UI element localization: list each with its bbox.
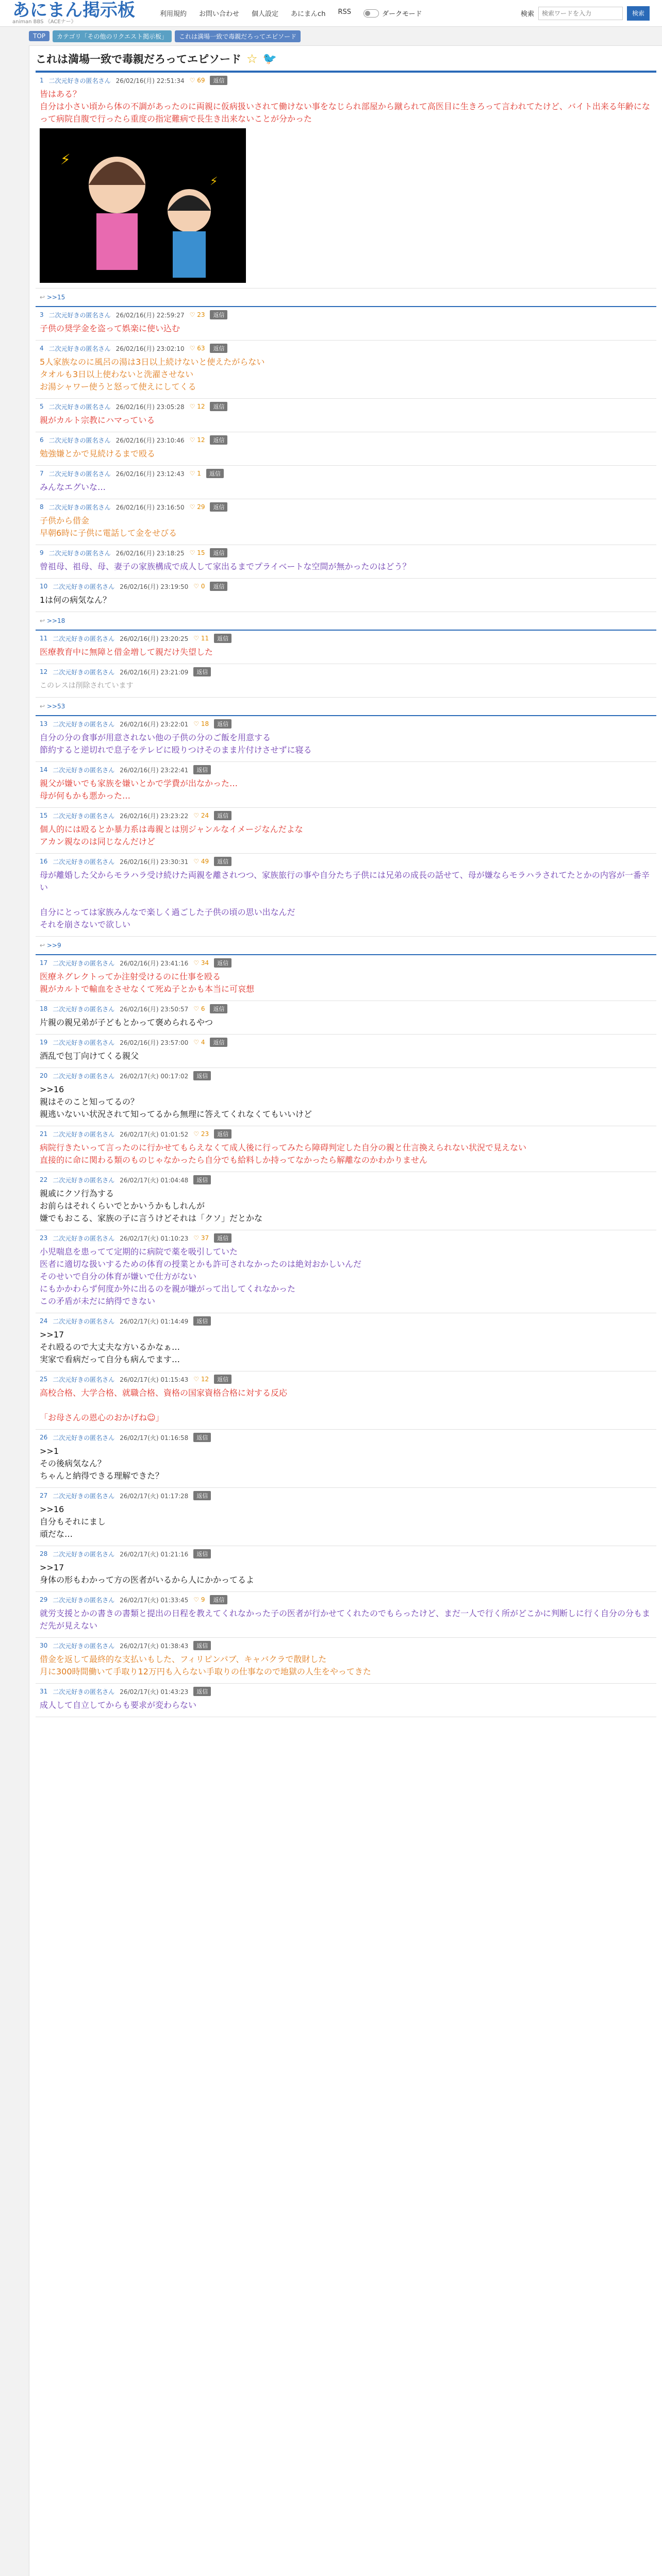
site-header bbox=[0, 0, 662, 27]
nav-terms[interactable]: 利用規約 bbox=[160, 10, 187, 18]
reply-button[interactable]: 返信 bbox=[193, 1687, 211, 1696]
post bbox=[36, 1172, 656, 1230]
post-meta bbox=[40, 344, 652, 353]
post-author: 二次元好きの匿名さん bbox=[48, 549, 111, 557]
good-count[interactable]: ♡ 18 bbox=[193, 720, 209, 727]
logo-text: あにまん掲示板 bbox=[12, 0, 135, 21]
post bbox=[36, 1638, 656, 1684]
post-meta bbox=[40, 1549, 652, 1558]
reply-link[interactable]: ↩ >>18 bbox=[36, 615, 656, 631]
post-date: 26/02/17(火) 00:17:02 bbox=[120, 1072, 189, 1080]
post-author: 二次元好きの匿名さん bbox=[53, 959, 115, 967]
post-number[interactable]: 12 bbox=[40, 668, 48, 675]
post-number[interactable]: 28 bbox=[40, 1550, 48, 1557]
post-meta bbox=[40, 1491, 652, 1500]
post-meta bbox=[40, 958, 652, 968]
good-count[interactable]: ♡ 34 bbox=[193, 959, 209, 967]
post-date: 26/02/16(月) 23:22:41 bbox=[120, 766, 189, 774]
post-meta bbox=[40, 502, 652, 512]
svg-text:⚡: ⚡ bbox=[60, 151, 71, 168]
post-body: 子供から借金 早朝6時に子供に電話して金をせびる bbox=[40, 516, 177, 538]
post-body: 5人家族なのに風呂の湯は3日以上続けないと使えたがらない タオルも3日以上使わないと洗濯させない お湯シャワー使うと怒って使えにしてくる bbox=[40, 357, 265, 392]
reply-button[interactable]: 返信 bbox=[214, 958, 231, 968]
reply-button[interactable]: 返信 bbox=[210, 1038, 227, 1047]
post-date: 26/02/16(月) 23:23:22 bbox=[120, 812, 189, 820]
post bbox=[36, 1592, 656, 1638]
post-meta bbox=[40, 1316, 652, 1326]
reply-link[interactable]: ↩ >>53 bbox=[36, 701, 656, 716]
post-date: 26/02/16(月) 23:10:46 bbox=[115, 436, 185, 444]
thread-container bbox=[29, 45, 662, 2576]
breadcrumb-category[interactable]: カテゴリ「その他のリクエスト掲示板」 bbox=[53, 30, 172, 42]
nav-rss[interactable]: RSS bbox=[338, 8, 351, 16]
reply-button[interactable]: 返信 bbox=[193, 1316, 211, 1326]
reply-button[interactable]: 返信 bbox=[193, 1071, 211, 1080]
post-body: 片親の親兄弟が子どもとかって褒められるやつ bbox=[40, 1018, 213, 1027]
post-author: 二次元好きの匿名さん bbox=[53, 1688, 115, 1696]
post bbox=[36, 432, 656, 466]
post-meta bbox=[40, 1233, 652, 1243]
reply-button[interactable]: 返信 bbox=[214, 811, 231, 820]
reply-button[interactable]: 返信 bbox=[214, 1233, 231, 1243]
post bbox=[36, 664, 656, 698]
reply-button[interactable]: 返信 bbox=[210, 344, 227, 353]
post bbox=[36, 307, 656, 341]
post-author: 二次元好きの匿名さん bbox=[53, 635, 115, 642]
post-author: 二次元好きの匿名さん bbox=[48, 77, 111, 84]
post bbox=[36, 499, 656, 545]
post-meta bbox=[40, 811, 652, 820]
post-number[interactable]: 24 bbox=[40, 1317, 48, 1325]
post-author: 二次元好きの匿名さん bbox=[48, 345, 111, 352]
dark-mode-toggle[interactable] bbox=[363, 8, 422, 18]
post-date: 26/02/17(火) 01:38:43 bbox=[120, 1642, 189, 1650]
post-author: 二次元好きの匿名さん bbox=[53, 1176, 115, 1184]
post-meta bbox=[40, 1038, 652, 1047]
post-date: 26/02/16(月) 23:57:00 bbox=[120, 1039, 189, 1046]
post-body: >>17 身体の形もわかって方の医者がいるから人にかかってるよ bbox=[40, 1563, 255, 1585]
post-meta bbox=[40, 1641, 652, 1650]
post bbox=[36, 854, 656, 937]
post-meta bbox=[40, 719, 652, 728]
post-body: 親がカルト宗教にハマっている bbox=[40, 415, 155, 425]
post-date: 26/02/16(月) 23:20:25 bbox=[120, 635, 189, 642]
post-body: 勉強嫌とかで見続けるまで殴る bbox=[40, 449, 156, 459]
post bbox=[36, 1546, 656, 1592]
post-body: 借金を返して最終的な支払いもした、フィリピンパブ、キャバクラで散財した 月に300時間働いて手取り12万円も入らない手取りの仕事なので地獄の人生をやってきた bbox=[40, 1654, 371, 1676]
post bbox=[36, 1230, 656, 1313]
post-author: 二次元好きの匿名さん bbox=[48, 436, 111, 444]
post-date: 26/02/17(火) 01:15:43 bbox=[120, 1376, 189, 1383]
post bbox=[36, 1035, 656, 1068]
post-body: 病院行きたいって言ったのに行かせてもらえなくて成人後に行ってみたら障碍判定した自分の親と仕言換えられない状況で見えない 直接的に命に関わる類のものじゃなかったら自分でも給料しか持ってなかったら解離なのかわかりません bbox=[40, 1143, 527, 1165]
reply-button[interactable]: 返信 bbox=[193, 1491, 211, 1500]
post-body: 個人的には殴るとか暴力系は毒親とは別ジャンルなイメージなんだよな アカン親なのは同じなんだけど bbox=[40, 824, 303, 846]
post-meta bbox=[40, 402, 652, 411]
post-meta bbox=[40, 469, 652, 478]
post-number[interactable]: 6 bbox=[40, 436, 44, 444]
post-author: 二次元好きの匿名さん bbox=[53, 668, 115, 676]
twitter-share-icon[interactable]: 🐦 bbox=[262, 52, 277, 65]
post-date: 26/02/16(月) 23:12:43 bbox=[115, 470, 185, 478]
post-body: 酒乱で包丁向けてくる親父 bbox=[40, 1051, 139, 1061]
post bbox=[36, 762, 656, 808]
post bbox=[36, 1371, 656, 1430]
post-number[interactable]: 23 bbox=[40, 1234, 48, 1242]
post bbox=[36, 1313, 656, 1371]
post-body: 曾祖母、祖母、母、妻子の家族構成で成人して家出るまでプライベートな空間が無かったのはどう？ bbox=[40, 562, 411, 571]
good-count[interactable]: ♡ 1 bbox=[189, 470, 201, 477]
post-date: 26/02/17(火) 01:14:49 bbox=[120, 1317, 189, 1325]
post bbox=[36, 1488, 656, 1546]
reply-button[interactable]: 返信 bbox=[210, 402, 227, 411]
post-date: 26/02/17(火) 01:01:52 bbox=[120, 1130, 189, 1138]
search-area bbox=[521, 6, 650, 21]
post-date: 26/02/16(月) 22:51:34 bbox=[115, 77, 185, 84]
good-count[interactable]: ♡ 37 bbox=[193, 1234, 209, 1242]
post-number[interactable]: 18 bbox=[40, 1005, 48, 1012]
nav-contact[interactable]: お問い合わせ bbox=[199, 10, 240, 18]
reply-button[interactable]: 返信 bbox=[193, 1549, 211, 1558]
post-date: 26/02/16(月) 23:02:10 bbox=[115, 345, 185, 352]
reply-button[interactable]: 返信 bbox=[193, 667, 211, 676]
post-author: 二次元好きの匿名さん bbox=[53, 858, 115, 866]
post-body: 1は何の病気なん？ bbox=[40, 595, 111, 605]
reply-button[interactable]: 返信 bbox=[210, 548, 227, 557]
reply-button[interactable]: 返信 bbox=[210, 582, 227, 591]
good-count[interactable]: ♡ 49 bbox=[193, 858, 209, 865]
post-number[interactable]: 8 bbox=[40, 503, 44, 511]
post-author: 二次元好きの匿名さん bbox=[53, 1234, 115, 1242]
post-author: 二次元好きの匿名さん bbox=[53, 1039, 115, 1046]
post-meta bbox=[40, 1071, 652, 1080]
post-date: 26/02/17(火) 01:21:16 bbox=[120, 1550, 189, 1558]
post-number[interactable]: 13 bbox=[40, 720, 48, 727]
illustration-angry-parent bbox=[40, 128, 246, 283]
post-meta bbox=[40, 1375, 652, 1384]
post bbox=[36, 1068, 656, 1126]
breadcrumb bbox=[0, 27, 662, 45]
post-number[interactable]: 3 bbox=[40, 311, 44, 318]
reply-button[interactable]: 返信 bbox=[193, 1641, 211, 1650]
post-date: 26/02/17(火) 01:16:58 bbox=[120, 1434, 189, 1442]
good-count[interactable]: ♡ 29 bbox=[189, 503, 205, 511]
post-meta bbox=[40, 1175, 652, 1184]
good-count[interactable]: ♡ 9 bbox=[193, 1596, 205, 1603]
post bbox=[36, 341, 656, 399]
dark-mode-label: ダークモード bbox=[382, 10, 422, 18]
post-date: 26/02/17(火) 01:43:23 bbox=[120, 1688, 189, 1696]
good-count[interactable]: ♡ 24 bbox=[193, 812, 209, 819]
reply-button[interactable]: 返信 bbox=[214, 1129, 231, 1139]
good-count[interactable]: ♡ 15 bbox=[189, 549, 205, 556]
post-number[interactable]: 11 bbox=[40, 635, 48, 642]
post-number[interactable]: 30 bbox=[40, 1642, 48, 1649]
search-input[interactable] bbox=[538, 7, 623, 20]
nav-settings[interactable]: 個人設定 bbox=[252, 10, 279, 18]
post-number[interactable]: 21 bbox=[40, 1130, 48, 1138]
search-label: 検索 bbox=[520, 10, 534, 18]
reply-button[interactable]: 返信 bbox=[214, 1375, 231, 1384]
post-meta bbox=[40, 1595, 652, 1604]
breadcrumb-thread[interactable]: これは満場一致で毒親だろってエピソード bbox=[175, 30, 301, 42]
post-date: 26/02/17(火) 01:17:28 bbox=[120, 1492, 189, 1500]
reply-button[interactable]: 返信 bbox=[210, 435, 227, 445]
post bbox=[36, 545, 656, 579]
good-count[interactable]: ♡ 0 bbox=[193, 583, 205, 590]
post-date: 26/02/17(火) 01:33:45 bbox=[120, 1596, 189, 1604]
post-meta bbox=[40, 1004, 652, 1013]
post-author: 二次元好きの匿名さん bbox=[48, 403, 111, 411]
reply-button[interactable]: 返信 bbox=[193, 1433, 211, 1442]
post-body: 就労支援とかの書きの書類と提出の日程を教えてくれなかった子の医者が行かせてくれたのでもらったけど、まだ一人で行く所がどこかに判断しに行く自分の分もまだ先が見えない bbox=[40, 1608, 651, 1631]
post-body: このレスは削除されています bbox=[40, 682, 134, 690]
post-body: 医療ネグレクトってか注射受けるのに仕事を殴る 親がカルトで輸血をさせなくて死ぬ子とかも本当に可哀想 bbox=[40, 972, 255, 994]
post bbox=[36, 579, 656, 612]
post-body: >>16 親はそのこと知ってるの？ 親逃いないい状況されて知ってるから無理に答えてくれなくてもいいけど bbox=[40, 1084, 312, 1119]
good-count[interactable]: ♡ 11 bbox=[193, 635, 209, 642]
post-body: 小児喘息を患ってて定期的に病院で薬を吸引していた 医者に適切な扱いするための体育の授業とかも許可されなかったのは絶対おかしいんだ そのせいで自分の体育が嫌いで仕方がない にもかかわらず何度か外に出るのを親が嫌がって出してくれなかった この矛盾が未だに納得できない bbox=[40, 1247, 362, 1306]
post-body: >>1 その後病気なん？ ちゃんと納得できる理解できた？ bbox=[40, 1446, 164, 1481]
post-meta bbox=[40, 548, 652, 557]
post-date: 26/02/16(月) 23:21:09 bbox=[120, 668, 189, 676]
post-meta bbox=[40, 435, 652, 445]
post-meta bbox=[40, 310, 652, 319]
post-author: 二次元好きの匿名さん bbox=[48, 470, 111, 478]
reply-button[interactable]: 返信 bbox=[210, 1004, 227, 1013]
reply-button[interactable]: 返信 bbox=[210, 76, 227, 85]
post-meta bbox=[40, 582, 652, 591]
post-number[interactable]: 10 bbox=[40, 583, 48, 590]
post-date: 26/02/16(月) 23:19:50 bbox=[120, 583, 189, 590]
post-number[interactable]: 19 bbox=[40, 1039, 48, 1046]
post-author: 二次元好きの匿名さん bbox=[53, 720, 115, 728]
post-author: 二次元好きの匿名さん bbox=[53, 812, 115, 820]
post bbox=[36, 1430, 656, 1488]
post-date: 26/02/16(月) 23:30:31 bbox=[120, 858, 189, 866]
post-body: 成人して自立してからも要求が変わらない bbox=[40, 1700, 197, 1710]
post-date: 26/02/16(月) 22:59:27 bbox=[115, 311, 185, 319]
reply-button[interactable]: 返信 bbox=[210, 310, 227, 319]
post-body: 子供の奨学金を盗って娯楽に使い込む bbox=[40, 324, 180, 333]
post-author: 二次元好きの匿名さん bbox=[53, 1434, 115, 1442]
post-number[interactable]: 7 bbox=[40, 470, 44, 477]
post-author: 二次元好きの匿名さん bbox=[53, 1072, 115, 1080]
post-body: みんなエグいな… bbox=[40, 482, 106, 492]
post-body: >>17 それ殴るので大丈夫な方いるかなぁ… 実家で看病だって自分も病んでます… bbox=[40, 1330, 180, 1364]
search-button[interactable]: 検索 bbox=[627, 6, 650, 21]
post-body: 皆はある？ 自分は小さい頃から体の不調があったのに両親に仮病扱いされて働けない事をなじられ部屋から蹴られて高医目に生きろって言われてたけど、バイト出来る年齢になって病院自腹で行ったら重度の指定難病で長生き出来ないことが分かった bbox=[40, 89, 650, 124]
reply-button[interactable]: 返信 bbox=[214, 634, 231, 643]
post bbox=[36, 399, 656, 432]
post-meta bbox=[40, 1433, 652, 1442]
post bbox=[36, 955, 656, 1001]
site-logo[interactable] bbox=[12, 2, 135, 25]
reply-link[interactable]: ↩ >>9 bbox=[36, 940, 656, 955]
reply-button[interactable]: 返信 bbox=[214, 719, 231, 728]
post-author: 二次元好きの匿名さん bbox=[53, 1005, 115, 1013]
post-date: 26/02/16(月) 23:50:57 bbox=[120, 1005, 189, 1013]
good-count[interactable]: ♡ 12 bbox=[193, 1376, 209, 1383]
nav-animanch[interactable]: あにまんch bbox=[291, 10, 326, 18]
post-author: 二次元好きの匿名さん bbox=[53, 1130, 115, 1138]
svg-text:⚡: ⚡ bbox=[210, 175, 218, 188]
post-author: 二次元好きの匿名さん bbox=[53, 1596, 115, 1604]
post-body: 医療教育中に無障と借金増して親だけ失望した bbox=[40, 647, 213, 657]
good-count[interactable]: ♡ 69 bbox=[189, 77, 205, 84]
good-count[interactable]: ♡ 12 bbox=[189, 403, 205, 410]
post-meta bbox=[40, 1129, 652, 1139]
thread-title: これは満場一致で毒親だろってエピソード bbox=[36, 53, 241, 65]
good-count[interactable]: ♡ 63 bbox=[189, 345, 205, 352]
post-number[interactable]: 17 bbox=[40, 959, 48, 967]
post-date: 26/02/17(火) 01:04:48 bbox=[120, 1176, 189, 1184]
post-number[interactable]: 25 bbox=[40, 1376, 48, 1383]
reply-link[interactable]: ↩ >>15 bbox=[36, 292, 656, 307]
post-number[interactable]: 26 bbox=[40, 1434, 48, 1441]
toggle-switch[interactable] bbox=[363, 9, 379, 18]
post-number[interactable]: 20 bbox=[40, 1072, 48, 1079]
post-number[interactable]: 5 bbox=[40, 403, 44, 410]
top-nav bbox=[160, 8, 351, 18]
reply-button[interactable]: 返信 bbox=[193, 765, 211, 774]
post bbox=[36, 1684, 656, 1717]
good-count[interactable]: ♡ 23 bbox=[189, 311, 205, 318]
post-number[interactable]: 15 bbox=[40, 812, 48, 819]
good-count[interactable]: ♡ 23 bbox=[193, 1130, 209, 1138]
post-body: 親戚にクソ行為する お前らはそれくらいでとかいうかもしれんが 嫌でもおこる、家族の子に言うけどそれは「クソ」だとかな bbox=[40, 1189, 263, 1223]
post-date: 26/02/16(月) 23:22:01 bbox=[120, 720, 189, 728]
good-count[interactable]: ♡ 4 bbox=[193, 1039, 205, 1046]
post-meta bbox=[40, 667, 652, 676]
post-number[interactable]: 31 bbox=[40, 1688, 48, 1695]
post-number[interactable]: 16 bbox=[40, 858, 48, 865]
post-author: 二次元好きの匿名さん bbox=[53, 583, 115, 590]
post-body: >>16 自分もそれにまし 頑だな… bbox=[40, 1504, 106, 1539]
post-number[interactable]: 9 bbox=[40, 549, 44, 556]
reply-button[interactable]: 返信 bbox=[210, 1595, 227, 1604]
post-body: 自分の分の食事が用意されない他の子供の分のご飯を用意する 節約すると逆切れで息子をテレビに殴りつけそのまま片付けさせずに寝る bbox=[40, 733, 312, 755]
post-meta bbox=[40, 1687, 652, 1696]
reply-button[interactable]: 返信 bbox=[206, 469, 224, 478]
post bbox=[36, 73, 656, 289]
post-image[interactable] bbox=[40, 128, 246, 283]
good-count[interactable]: ♡ 6 bbox=[193, 1005, 205, 1012]
reply-button[interactable]: 返信 bbox=[193, 1175, 211, 1184]
post-author: 二次元好きの匿名さん bbox=[53, 1550, 115, 1558]
breadcrumb-top[interactable]: TOP bbox=[29, 31, 49, 41]
post-date: 26/02/16(月) 23:41:16 bbox=[120, 959, 189, 967]
post bbox=[36, 1126, 656, 1172]
post-author: 二次元好きの匿名さん bbox=[53, 1376, 115, 1383]
post-number[interactable]: 1 bbox=[40, 77, 44, 84]
post-meta bbox=[40, 634, 652, 643]
post-meta bbox=[40, 857, 652, 866]
post-list bbox=[36, 73, 656, 1717]
post-meta bbox=[40, 76, 652, 85]
post-body: 高校合格、大学合格、就職合格、資格の国家資格合格に対する反応 「お母さんの恩心のおかげね☺」 bbox=[40, 1388, 288, 1422]
post-author: 二次元好きの匿名さん bbox=[53, 1492, 115, 1500]
post-date: 26/02/17(火) 01:10:23 bbox=[120, 1234, 189, 1242]
post bbox=[36, 1001, 656, 1035]
post-author: 二次元好きの匿名さん bbox=[53, 766, 115, 774]
post-number[interactable]: 27 bbox=[40, 1492, 48, 1499]
post-author: 二次元好きの匿名さん bbox=[48, 311, 111, 319]
post-author: 二次元好きの匿名さん bbox=[53, 1317, 115, 1325]
post-body: 母が離婚した父からモラハラ受け続けた両親を離されつつ、家族旅行の事や自分たち子供には兄弟の成長の話せて、母が嫌ならモラハラされてたとかの内容が一番辛い 自分にとっては家族みんなで楽しく過ごした子供の頃の思い出なんだ それを崩さないで欲しい bbox=[40, 870, 650, 929]
post-number[interactable]: 14 bbox=[40, 766, 48, 773]
post-author: 二次元好きの匿名さん bbox=[48, 503, 111, 511]
thread-title-row bbox=[36, 46, 656, 73]
post bbox=[36, 631, 656, 664]
post-date: 26/02/16(月) 23:05:28 bbox=[115, 403, 185, 411]
post bbox=[36, 716, 656, 762]
post-date: 26/02/16(月) 23:18:25 bbox=[115, 549, 185, 557]
favorite-star-icon[interactable]: ☆ bbox=[246, 52, 258, 66]
post bbox=[36, 466, 656, 499]
post-body: 親父が嫌いでも家族を嫌いとかで学費が出なかった… 母が何もかも悪かった… bbox=[40, 778, 238, 801]
post-author: 二次元好きの匿名さん bbox=[53, 1642, 115, 1650]
post-meta bbox=[40, 765, 652, 774]
post-number[interactable]: 29 bbox=[40, 1596, 48, 1603]
post-number[interactable]: 22 bbox=[40, 1176, 48, 1183]
good-count[interactable]: ♡ 12 bbox=[189, 436, 205, 444]
reply-button[interactable]: 返信 bbox=[210, 502, 227, 512]
post-date: 26/02/16(月) 23:16:50 bbox=[115, 503, 185, 511]
logo-subtitle: animan BBS 《ACEナー》 bbox=[12, 19, 76, 25]
post-number[interactable]: 4 bbox=[40, 345, 44, 352]
reply-button[interactable]: 返信 bbox=[214, 857, 231, 866]
post bbox=[36, 808, 656, 854]
